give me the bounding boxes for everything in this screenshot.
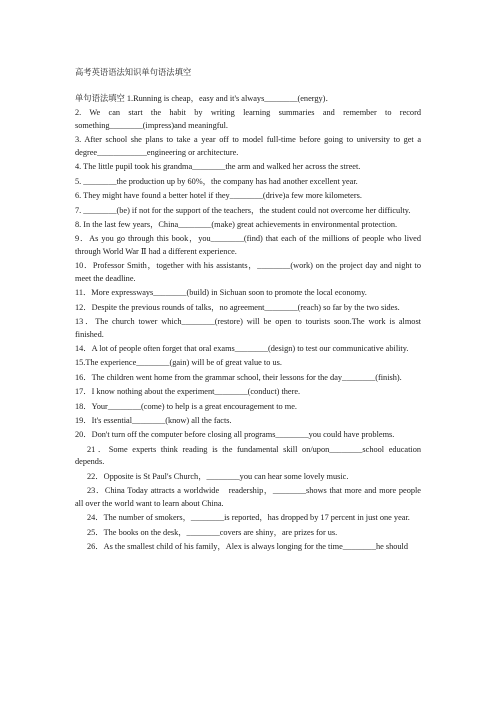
question-1: 单句语法填空 1.Running is cheap，easy and it's always________(energy)． [75, 94, 334, 103]
question-17: 17．I know nothing about the experiment________(conduct) there. [75, 387, 301, 397]
question-list [75, 93, 421, 555]
question-14: 14．A lot of people often forget that oral exams________(design) to test our communicative ability. [75, 344, 409, 354]
question-7: 7. ________(be) if not for the support of the teachers，the student could not overcome her difficulty. [75, 205, 411, 215]
question-16: 16．The children went home from the grammar school, their lessons for the day________(finish). [75, 372, 402, 382]
question-13: 13．The church tower which________(restore) will be open to tourists soon.The work is almost finished. [75, 317, 421, 339]
question-2: 2. We can start the habit by writing learning summaries and remember to record something________(impress)and meaningful. [75, 108, 421, 130]
question-23: 23．China Today attracts a worldwide readership，________shows that more and more people all over the world want to learn about China. [75, 486, 421, 508]
question-6: 6. They might have found a better hotel if they________(drive)a few more kilometers. [75, 191, 362, 201]
question-18: 18．Your________(come) to help is a great encouragement to me. [75, 401, 297, 411]
question-4: 4. The little pupil took his grandma________the arm and walked her across the street. [75, 162, 361, 172]
question-25: 25．The books on the desk，________covers are shiny，are prizes for us. [87, 527, 338, 537]
question-3: 3. After school she plans to take a year off to model full-time before going to university to get a degree____________engineering or architecture. [75, 135, 421, 157]
question-20: 20．Don't turn off the computer before closing all programs________you could have problems. [75, 430, 395, 440]
question-26: 26．As the smallest child of his family，Alex is always longing for the time________he should [87, 541, 409, 551]
question-21: 21．Some experts think reading is the fundamental skill on/upon________school education depends. [75, 444, 421, 467]
question-11: 11．More expressways________(build) in Sichuan soon to promote the local economy. [75, 288, 367, 298]
question-12: 12．Despite the previous rounds of talks，no agreement________(reach) so far by the two sides. [75, 302, 400, 312]
question-5: 5. ________the production up by 60%，the company has had another excellent year. [75, 176, 358, 186]
question-15: 15.The experience________(gain) will be of great value to us. [75, 358, 282, 368]
question-24: 24．The number of smokers，________is reported，has dropped by 17 percent in just one year. [87, 513, 410, 523]
question-22: 22．Opposite is St Paul's Church，________you can hear some lovely music. [87, 471, 349, 481]
question-10: 10．Professor Smith，together with his assistants，________(work) on the project day and night to meet the deadline. [75, 261, 421, 283]
question-8: 8. In the last few years，China________(make) great achievements in environmental protection. [75, 219, 398, 229]
question-9: 9．As you go through this book，you________(find) that each of the millions of people who lived through World War Ⅱ had a different experience. [75, 234, 421, 256]
page-title: 高考英语语法知识单句语法填空 [75, 68, 192, 77]
question-19: 19．It's essential________(know) all the facts. [75, 416, 232, 425]
